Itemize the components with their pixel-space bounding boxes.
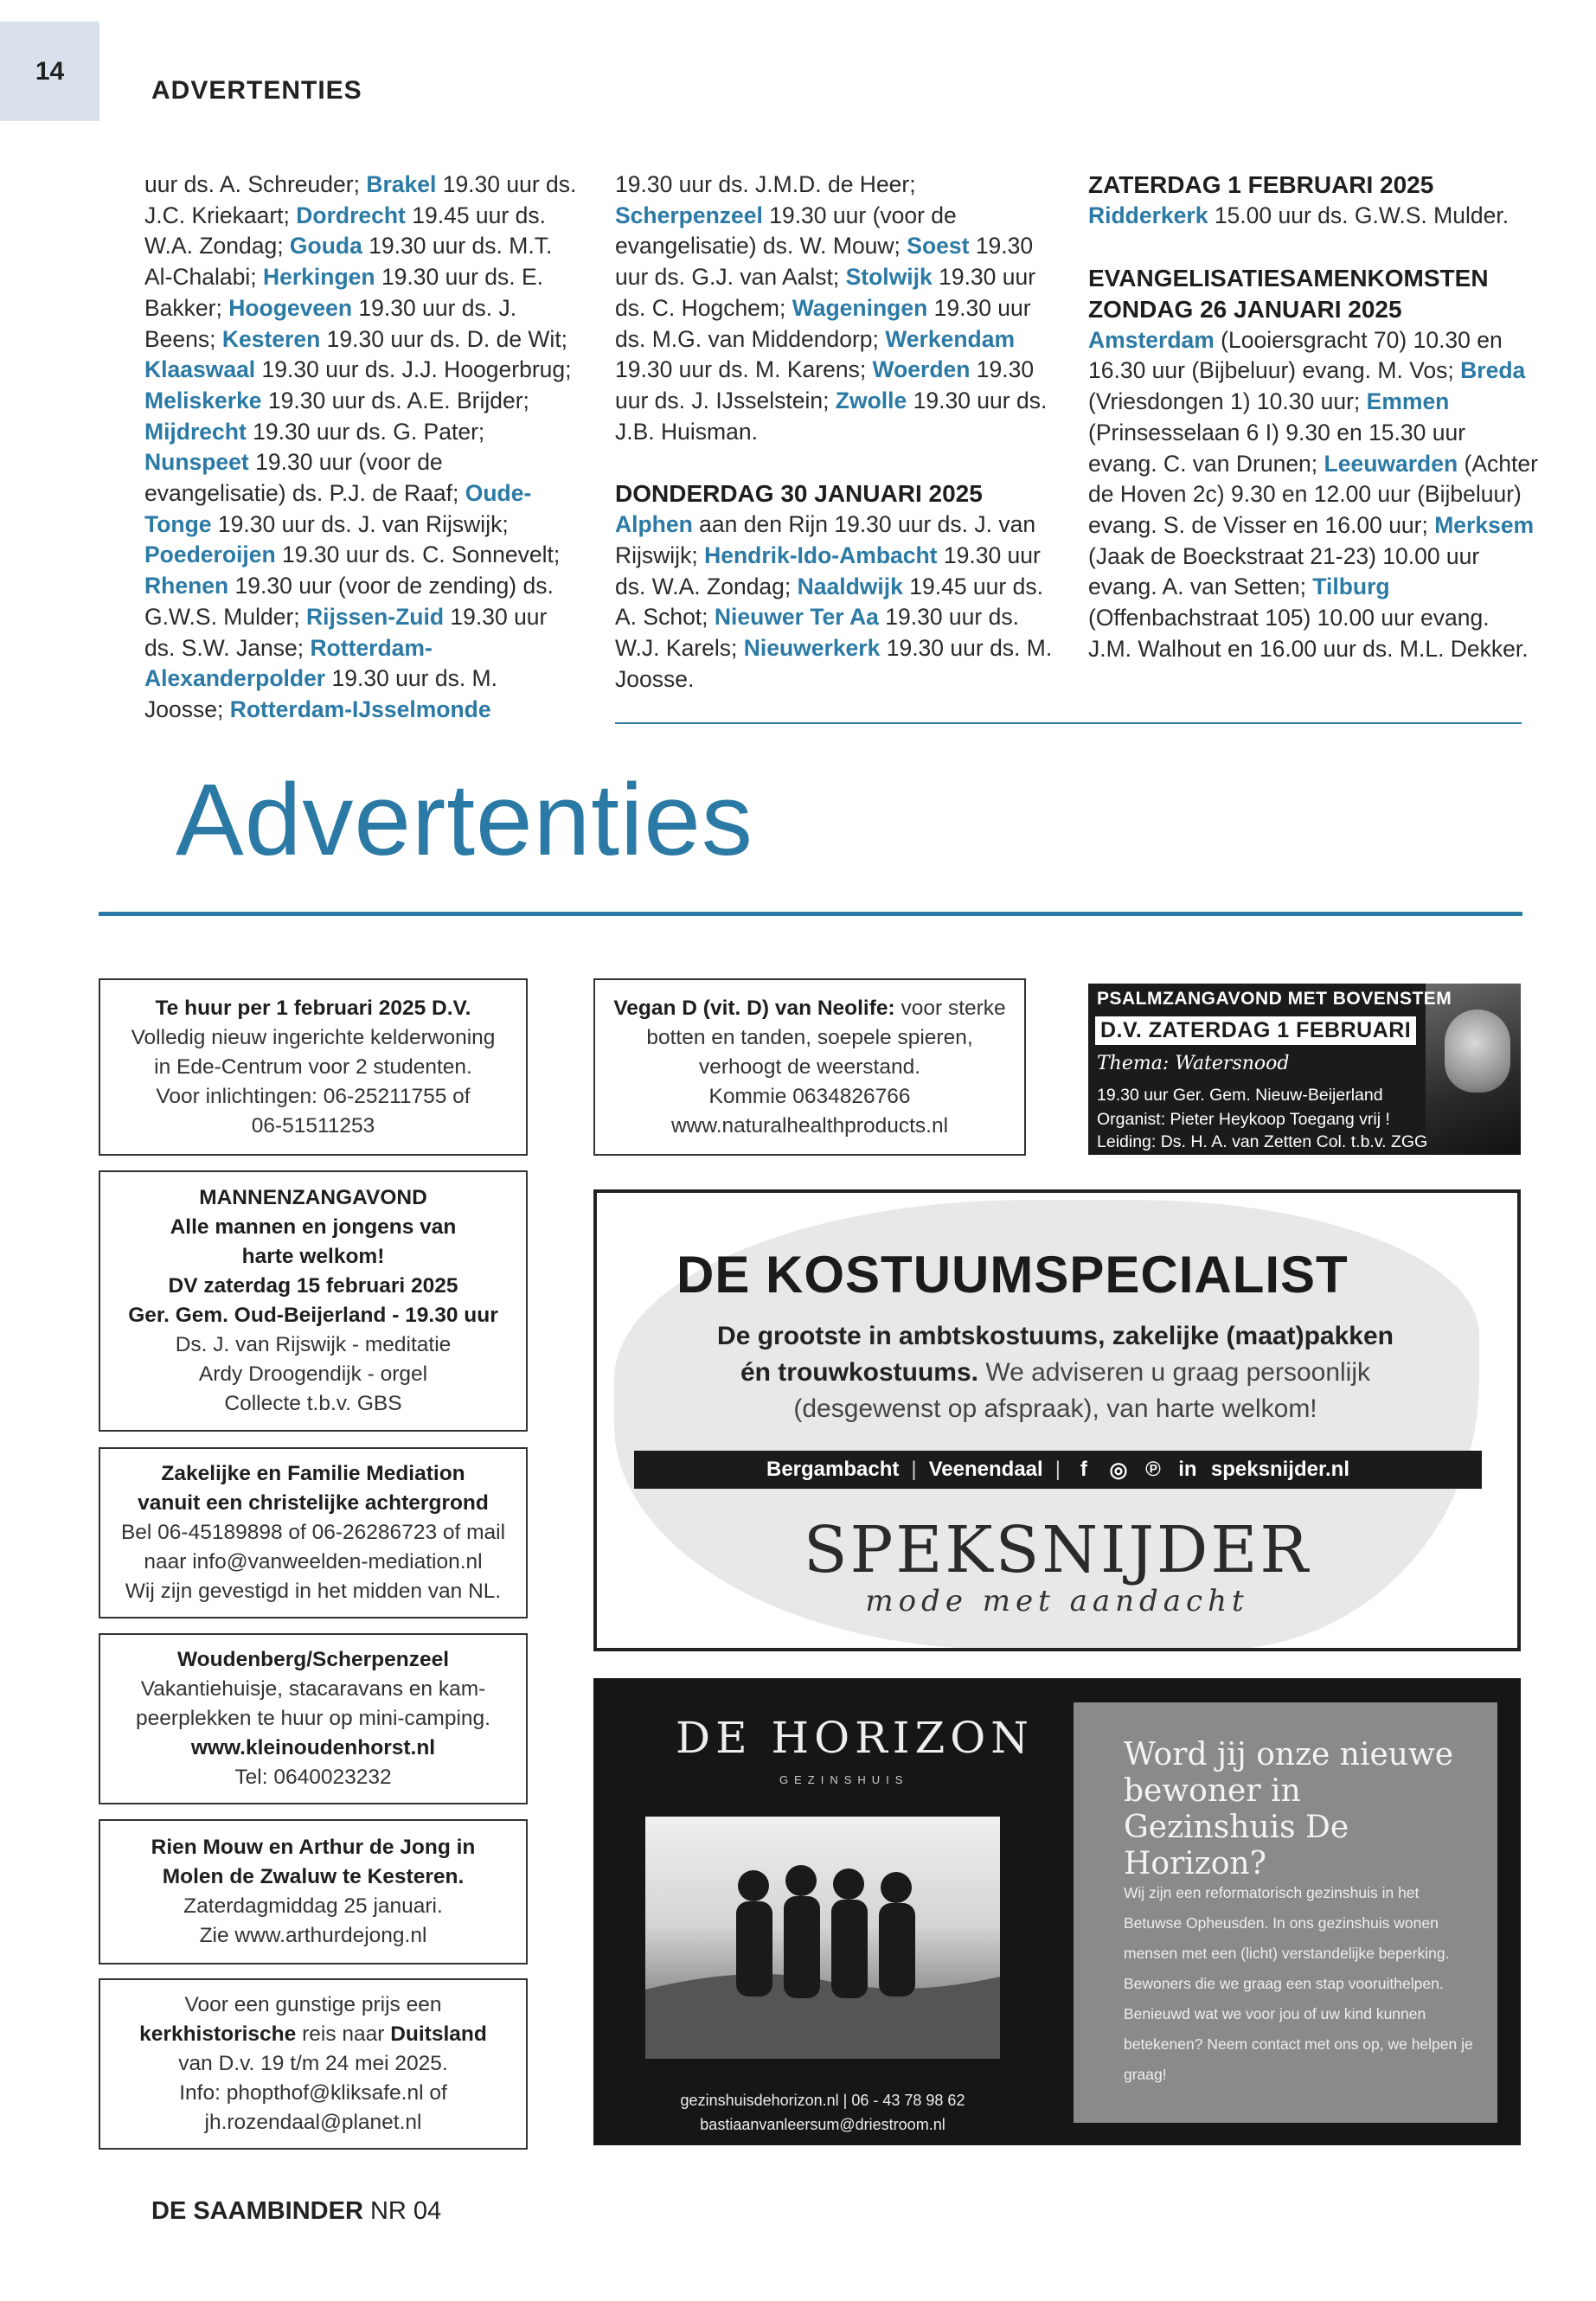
service-text: 19.30 uur ds. E. Bakker; xyxy=(144,264,544,321)
ad-link[interactable]: www.naturalhealthproducts.nl xyxy=(670,1113,949,1138)
footer-magazine: DE SAAMBINDER xyxy=(151,2197,363,2225)
ad-line: naar info@vanweelden-mediation.nl xyxy=(144,1550,483,1574)
kostuum-title: DE KOSTUUMSPECIALIST xyxy=(676,1246,1349,1304)
ad-reis-land: Duitsland xyxy=(390,2022,487,2046)
separator: | xyxy=(1054,1458,1061,1481)
ad-bold-line: Zakelijke en Familie Mediation xyxy=(161,1462,465,1485)
kostuum-contact-bar xyxy=(634,1451,1482,1489)
ad-line: Voor inlichtingen: 06-25211755 of xyxy=(156,1084,471,1108)
ad-link[interactable]: www.kleinoudenhorst.nl xyxy=(190,1736,436,1759)
service-text: 19.30 uur ds. G. Pater; xyxy=(246,418,485,445)
service-text: 19.30 uur (voor de evangelisatie) ds. P.J. de Raaf; xyxy=(144,449,465,507)
psalm-organist: Organist: Pieter Heykoop Toegang vrij ! xyxy=(1097,1110,1390,1129)
place-name: Kesteren xyxy=(221,325,321,352)
ad-kostuumspecialist xyxy=(593,1189,1521,1651)
ad-line: botten en tanden, soepele spieren, xyxy=(646,1025,973,1049)
ad-woudenberg-title: Woudenberg/Scherpenzeel xyxy=(176,1648,450,1671)
ad-mannenzangavond xyxy=(99,1170,528,1432)
place-name: Werkendam xyxy=(885,325,1016,352)
service-text: 19.30 uur ds. G.J. van Aalst; xyxy=(615,233,1034,291)
place-name: Hendrik-Ido-Ambacht xyxy=(704,542,938,569)
place-name: Meliskerke xyxy=(144,387,262,413)
service-text: (Looiersgracht 70) 10.30 en 16.30 uur (Bijbeluur) evang. M. Vos; xyxy=(1088,326,1503,384)
ad-mediation xyxy=(99,1447,528,1618)
speksnijder-logo: SPEKSNIJDER xyxy=(803,1513,1311,1587)
ad-line: in Ede-Centrum voor 2 studenten. xyxy=(154,1054,472,1079)
ad-line: Volledig nieuw ingerichte kelderwoning xyxy=(131,1025,496,1049)
ad-line: peerplekken te huur op mini-camping. xyxy=(136,1707,490,1730)
service-text: 19.30 uur ds. M.T. Al-Chalabi; xyxy=(144,233,553,291)
column-3-block-2 xyxy=(1088,325,1538,665)
footer xyxy=(151,2197,441,2226)
ad-reis-kerk: kerkhistorische xyxy=(139,2022,297,2046)
place-name: Naaldwijk xyxy=(797,573,903,599)
ads-title: Advertenties xyxy=(176,763,753,877)
service-text: 19.30 uur ds. J. Beens; xyxy=(144,294,517,352)
ad-line: Zie www.arthurdejong.nl xyxy=(199,1924,427,1947)
footer-issue: NR 04 xyxy=(362,2197,442,2225)
ads-title-rule xyxy=(99,912,1522,916)
service-text: 15.00 uur ds. G.W.S. Mulder. xyxy=(1208,202,1509,228)
ad-vegan-d xyxy=(593,978,1026,1156)
kostuum-desc-rest: We adviseren u graag persoonlijk xyxy=(977,1358,1371,1387)
place-name: Poederoijen xyxy=(144,542,276,568)
psalm-date: D.V. ZATERDAG 1 FEBRUARI xyxy=(1095,1016,1416,1045)
service-text: 19.30 uur ds. A.E. Brijder; xyxy=(261,387,529,413)
service-text: aan den Rijn 19.30 uur ds. J. van Rijswijk; xyxy=(615,511,1036,569)
ad-line: verhoogt de weerstand. xyxy=(698,1054,921,1079)
place-name: Breda xyxy=(1460,357,1526,384)
service-text: 19.30 uur ds. J.J. Hoogerbrug; xyxy=(255,356,572,383)
service-text: (Prinsesselaan 6 I) 9.30 en 15.30 uur evang. C. van Drunen; xyxy=(1088,419,1466,477)
service-text: (Vriesdongen 1) 10.30 uur; xyxy=(1088,388,1367,415)
place-name: Rijssen-Zuid xyxy=(306,603,445,630)
ad-reis-line-2 xyxy=(100,2020,526,2049)
place-name: Mijdrecht xyxy=(144,418,247,445)
ad-bold-line: DV zaterdag 15 februari 2025 xyxy=(168,1274,458,1298)
column-2 xyxy=(615,170,1056,695)
service-text: 19.30 uur ds. M. Joosse; xyxy=(144,665,497,722)
kostuum-description xyxy=(649,1318,1462,1427)
speksnijder-tagline: mode met aandacht xyxy=(865,1584,1249,1618)
kostuum-desc-line-1: De grootste in ambtskostuums, zakelijke (maat)pakken xyxy=(717,1322,1394,1350)
place-name: Nunspeet xyxy=(144,449,249,476)
column-1 xyxy=(144,170,581,726)
service-text: 19.45 uur ds. A. Schot; xyxy=(615,573,1043,631)
place-name: Dordrecht xyxy=(296,202,406,228)
ad-line: jh.rozendaal@planet.nl xyxy=(204,2111,422,2134)
psalm-title: PSALMZANGAVOND MET BOVENSTEM xyxy=(1097,989,1452,1009)
service-text: 19.45 uur ds. W.A. Zondag; xyxy=(144,202,546,260)
ad-line: Kommie 0634826766 xyxy=(708,1084,911,1108)
facebook-icon[interactable]: f xyxy=(1080,1458,1087,1481)
ad-bold-line: Rien Mouw en Arthur de Jong in xyxy=(151,1836,476,1859)
page-number: 14 xyxy=(0,22,99,121)
psalm-time: 19.30 uur Ger. Gem. Nieuw-Beijerland xyxy=(1097,1086,1383,1105)
heading-zondag: ZONDAG 26 JANUARI 2025 xyxy=(1088,295,1402,323)
place-name: Scherpenzeel xyxy=(615,202,763,228)
horizon-subtitle: GEZINSHUIS xyxy=(779,1773,909,1786)
kostuum-desc-line-2 xyxy=(649,1355,1462,1391)
place-name: Rotterdam-Alexanderpolder xyxy=(144,634,433,692)
heading-donderdag: DONDERDAG 30 JANUARI 2025 xyxy=(615,480,983,508)
ad-line: Info: phopthof@kliksafe.nl of xyxy=(179,2081,447,2105)
place-name: Rotterdam-IJsselmonde xyxy=(229,695,491,722)
place-name: Nieuwerkerk xyxy=(743,635,881,662)
service-text: 19.30 uur (voor de evangelisatie) ds. W. Mouw; xyxy=(615,202,957,260)
service-text: 19.30 uur ds. J. IJsselstein; xyxy=(615,356,1035,413)
ad-psalmzangavond xyxy=(1088,984,1521,1155)
service-text: 19.30 uur ds. J. van Rijswijk; xyxy=(211,510,509,537)
ad-bold-line: vanuit een christelijke achtergrond xyxy=(138,1491,489,1515)
horizon-web-phone[interactable]: gezinshuisdehorizon.nl | 06 - 43 78 98 62 xyxy=(680,2092,965,2109)
service-text: 19.30 uur ds. J.B. Huisman. xyxy=(615,387,1048,445)
service-text: (Jaak de Boeckstraat 21-23) 10.00 uur evang. A. van Setten; xyxy=(1088,542,1480,600)
pinterest-icon[interactable]: ℗ xyxy=(1145,1458,1161,1481)
ad-line: Zaterdagmiddag 25 januari. xyxy=(183,1894,443,1918)
location-bergambacht: Bergambacht xyxy=(766,1458,900,1481)
column-divider-rule xyxy=(615,722,1522,724)
place-name: Klaaswaal xyxy=(144,356,256,383)
place-name: Soest xyxy=(907,233,970,260)
ad-vegan-rest: voor sterke xyxy=(894,996,1006,1020)
service-text: 19.30 uur ds. J.C. Kriekaart; xyxy=(144,171,577,228)
place-name: Nieuwer Ter Aa xyxy=(714,604,879,631)
ad-bold-line: Alle mannen en jongens van xyxy=(170,1215,457,1239)
service-text: 19.30 uur ds. S.W. Janse; xyxy=(144,603,548,661)
ad-vegan-first-line xyxy=(595,994,1024,1023)
horizon-email[interactable]: bastiaanvanleersum@driestroom.nl xyxy=(700,2116,945,2133)
service-text: 19.30 uur ds. W.A. Zondag; xyxy=(615,542,1041,599)
service-text: 19.30 uur ds. J.M.D. de Heer; xyxy=(615,171,916,197)
ad-bold-line: Ger. Gem. Oud-Beijerland - 19.30 uur xyxy=(128,1304,498,1327)
ad-line: Voor een gunstige prijs een xyxy=(184,1993,442,2016)
kostuum-desc-line-3: (desgewenst op afspraak), van harte welkom! xyxy=(793,1394,1317,1423)
ad-bold-line: MANNENZANGAVOND xyxy=(199,1186,427,1209)
ad-rien-mouw xyxy=(99,1819,528,1965)
service-text: 19.30 uur ds. M. Karens; xyxy=(615,356,873,383)
separator: | xyxy=(911,1458,917,1481)
service-text: 19.30 uur ds. M. Joosse. xyxy=(615,635,1053,692)
ad-line: Vakantiehuisje, stacaravans en kam- xyxy=(140,1677,486,1701)
ad-de-horizon xyxy=(593,1678,1521,2145)
service-text: 19.30 uur ds. C. Sonnevelt; xyxy=(275,542,561,568)
service-text: 19.30 uur ds. C. Hogchem; xyxy=(615,264,1036,321)
ad-woudenberg xyxy=(99,1633,528,1804)
ad-te-huur xyxy=(99,978,528,1156)
ad-line: Wij zijn gevestigd in het midden van NL. xyxy=(125,1580,502,1603)
place-name: Tilburg xyxy=(1312,574,1390,600)
ad-reis-mid: reis naar xyxy=(296,2022,391,2046)
horizon-info-panel xyxy=(1074,1702,1497,2123)
people-silhouette xyxy=(645,1817,1000,2059)
heading-evangelisatie: EVANGELISATIESAMENKOMSTEN xyxy=(1088,264,1489,292)
ad-bold-line: Molen de Zwaluw te Kesteren. xyxy=(162,1865,465,1888)
ad-phone: Tel: 0640023232 xyxy=(234,1766,392,1789)
psalm-leiding: Leiding: Ds. H. A. van Zetten Col. t.b.v. ZGG xyxy=(1097,1132,1428,1151)
column-2-block-1 xyxy=(615,170,1056,447)
location-veenendaal: Veenendaal xyxy=(928,1458,1043,1481)
place-name: Leeuwarden xyxy=(1324,450,1458,477)
ad-line: Collecte t.b.v. GBS xyxy=(224,1392,402,1415)
ad-vegan-bold: Vegan D (vit. D) van Neolife: xyxy=(613,996,895,1020)
place-name: Brakel xyxy=(366,171,437,197)
service-text: 19.30 uur ds. W.J. Karels; xyxy=(615,604,1019,662)
service-text: (Achter de Hoven 2c) 9.30 en 12.00 uur (Bijbeluur) evang. S. de Visser en 16.00 uur; xyxy=(1088,450,1538,538)
ad-line: Bel 06-45189898 of 06-26286723 of mail xyxy=(120,1521,506,1544)
place-name: Rhenen xyxy=(144,573,229,599)
service-text: 19.30 uur ds. M.G. van Middendorp; xyxy=(615,294,1031,352)
service-text: (Offenbachstraat 105) 10.00 uur evang. J.M. Walhout en 16.00 uur ds. M.L. Dekker. xyxy=(1088,605,1529,662)
place-name: Oude-Tonge xyxy=(144,480,532,537)
place-name: Stolwijk xyxy=(845,264,933,291)
ad-line: Ardy Droogendijk - orgel xyxy=(198,1362,428,1386)
horizon-text: Wij zijn een reformatorisch gezinshuis in het Betuwse Opheusden. In ons gezinshuis wonen mensen met een (licht) verstandelijke beperking. Bewoners die we graag een stap vooruithelpen. Benieuwd wat we voor jou of uw kind kunnen betekenen? Neem contact met ons op, we helpen je graag! xyxy=(1124,1884,1473,2083)
ad-te-huur-title: Te huur per 1 februari 2025 D.V. xyxy=(155,996,471,1020)
kostuum-website-link[interactable]: speksnijder.nl xyxy=(1210,1458,1349,1481)
place-name: Ridderkerk xyxy=(1088,202,1208,228)
horizon-logo: DE HORIZON xyxy=(676,1713,1034,1763)
column-2-block-2 xyxy=(615,510,1056,695)
service-text: 19.30 uur (voor de zending) ds. G.W.S. Mulder; xyxy=(144,573,554,630)
ad-bold-line: harte welkom! xyxy=(241,1245,385,1268)
ad-reis-duitsland xyxy=(99,1978,528,2150)
place-name: Gouda xyxy=(289,233,362,260)
ad-line: 06-51511253 xyxy=(251,1113,375,1138)
place-name: Wageningen xyxy=(792,294,928,321)
linkedin-icon[interactable]: in xyxy=(1178,1458,1197,1481)
place-name: Zwolle xyxy=(835,387,907,413)
section-title: ADVERTENTIES xyxy=(151,76,362,105)
place-name: Merksem xyxy=(1434,511,1535,538)
kostuum-desc-bold: én trouwkostuums. xyxy=(740,1358,978,1387)
ad-line: Ds. J. van Rijswijk - meditatie xyxy=(175,1333,452,1356)
column-1-text xyxy=(144,170,581,726)
group-photo xyxy=(645,1817,1000,2059)
portrait-face xyxy=(1445,1009,1510,1093)
column-3 xyxy=(1088,170,1538,664)
place-name: Amsterdam xyxy=(1088,326,1215,353)
place-name: Woerden xyxy=(872,356,971,383)
place-name: Hoogeveen xyxy=(228,294,353,321)
instagram-icon[interactable]: ◎ xyxy=(1109,1458,1128,1482)
psalm-theme: Thema: Watersnood xyxy=(1097,1053,1290,1074)
horizon-question: Word jij onze nieuwe bewoner in Gezinshuis De Horizon? xyxy=(1124,1737,1454,1881)
service-text: uur ds. A. Schreuder; xyxy=(144,171,367,197)
heading-zaterdag: ZATERDAG 1 FEBRUARI 2025 xyxy=(1088,171,1434,198)
ad-line: van D.v. 19 t/m 24 mei 2025. xyxy=(178,2052,448,2075)
service-text: 19.30 uur ds. D. de Wit; xyxy=(320,325,568,352)
place-name: Herkingen xyxy=(262,264,375,291)
place-name: Emmen xyxy=(1366,388,1450,415)
column-3-block-1 xyxy=(1088,201,1538,232)
place-name: Alphen xyxy=(615,511,693,538)
